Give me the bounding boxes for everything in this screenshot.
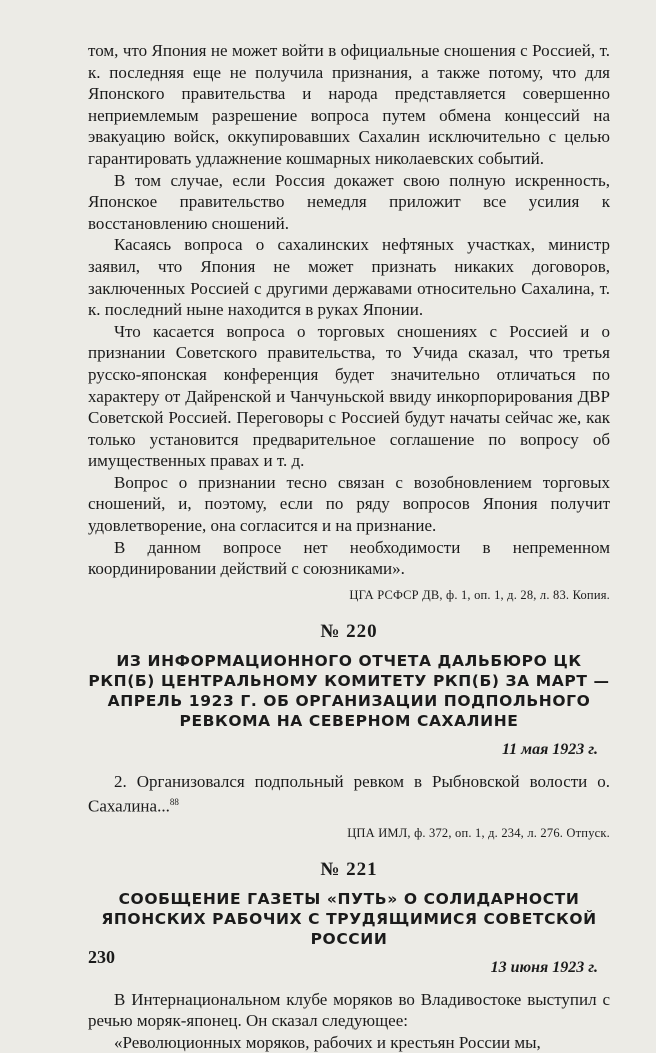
document-title: ИЗ ИНФОРМАЦИОННОГО ОТЧЕТА ДАЛЬБЮРО ЦК РКП(Б) ЦЕНТРАЛЬНОМУ КОМИТЕТУ РКП(Б) ЗА МАРТ — АПРЕЛЬ 1923 Г. ОБ ОРГАНИЗАЦИИ ПОДПОЛЬНОГО РЕВКОМА НА СЕВЕРНОМ САХАЛИНЕ bbox=[88, 651, 610, 730]
paragraph: «Революционных моряков, рабочих и крестьян России мы, bbox=[114, 1032, 541, 1052]
document-page bbox=[88, 40, 610, 1053]
paragraph-text: 2. Организовался подпольный ревком в Рыбновской волости о. Сахалина... bbox=[88, 771, 610, 817]
document-date: 11 мая 1923 г. bbox=[501, 740, 598, 758]
document-title: СООБЩЕНИЕ ГАЗЕТЫ «ПУТЬ» О СОЛИДАРНОСТИ ЯПОНСКИХ РАБОЧИХ С ТРУДЯЩИМИСЯ СОВЕТСКОЙ РОССИИ bbox=[101, 889, 597, 948]
paragraph: В том случае, если Россия докажет свою полную искренность, Японское правительство немедля приложит все усилия к восстановлению сношений. bbox=[88, 170, 610, 233]
paragraph: В данном вопросе нет необходимости в непременном координировании действий с союзниками». bbox=[88, 537, 610, 579]
paragraph: Что касается вопроса о торговых сношениях с Россией и о признании Советского правительства, то Учида сказал, что третья русско-японская конференция будет значительно отличаться по характеру от Дайренской и Чанчуньской ввиду инкорпорирования ДВР Советской Россией. Переговоры с Россией будут начаты сейчас же, как только установится предварительное соглашение по вопросу об имущественных правах и т. д. bbox=[88, 321, 610, 471]
paragraph: В Интернациональном клубе моряков во Владивостоке выступил с речью моряк-японец. Он сказал следующее: bbox=[88, 989, 610, 1031]
archive-source: ЦГА РСФСР ДВ, ф. 1, оп. 1, д. 28, л. 83. Копия. bbox=[349, 587, 610, 602]
paragraph bbox=[88, 771, 610, 818]
paragraph: Касаясь вопроса о сахалинских нефтяных участках, министр заявил, что Япония не может признать никаких договоров, заключенных Россией с другими державами относительно Сахалина, т. к. последний ныне находится в руках Японии. bbox=[88, 235, 610, 320]
document-date: 13 июня 1923 г. bbox=[490, 958, 598, 976]
document-number: № 220 bbox=[320, 620, 378, 642]
footnote-ref: 88 bbox=[169, 797, 179, 808]
page-number: 230 bbox=[88, 947, 115, 967]
document-number: № 221 bbox=[320, 858, 378, 880]
archive-source: ЦПА ИМЛ, ф. 372, оп. 1, д. 234, л. 276. Отпуск. bbox=[347, 825, 610, 840]
paragraph-continued: том, что Япония не может войти в официальные сношения с Россией, т. к. последняя еще не получила признания, а также потому, что для Японского правительства и народа представляется совершенно неприемлемым разрешение вопроса путем обмена концессий на эвакуацию войск, оккупировавших Сахалин исключительно с целью гарантировать удлажнение кошмарных николаевских событий. bbox=[88, 41, 610, 168]
paragraph: Вопрос о признании тесно связан с возобновлением торговых сношений, и, поэтому, если по ряду вопросов Япония получит удовлетворение, она согласится и на признание. bbox=[88, 472, 610, 536]
